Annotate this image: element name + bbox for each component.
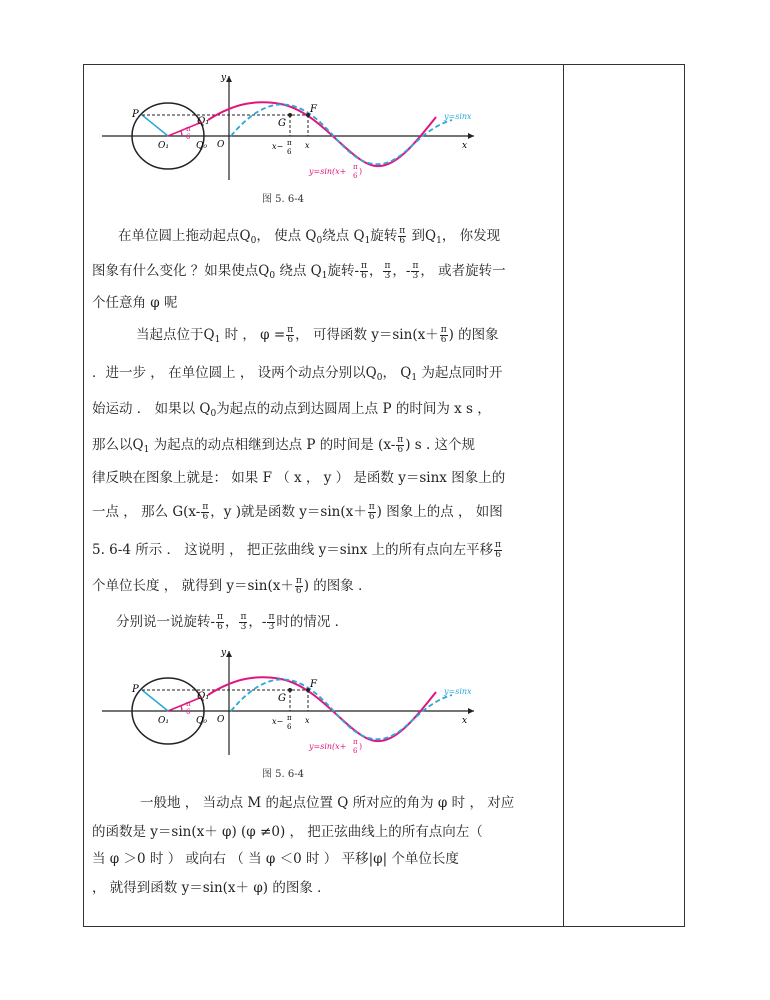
p2-line-7: 5. 6-4 所示 ． 这说明 ， 把正弦曲线 y＝sinx 上的所有点向左平移 $\frac{\pi}{6}$	[92, 540, 502, 560]
p3-line-1: 分别说一说旋转- $\frac{\pi}{6}$ ， $\frac{\pi}{3}$ ，- $\frac{\pi}{3}$ 时的情况 ．	[116, 612, 349, 632]
label-x-minus: x−	[272, 142, 284, 151]
figure-caption-top: 图 5. 6-4	[262, 194, 305, 205]
label-x-tick: x	[305, 716, 310, 725]
p2-line-4: 那么以$Q_1$ 为起点的动点相继到达点 P 的时间是 (x- $\frac{\pi}{6}$ ) s . 这个规	[92, 435, 476, 455]
label-x-tick: x	[305, 141, 310, 150]
label-sinx: y=sinx	[444, 112, 472, 121]
label-angle-pi: π	[186, 700, 191, 708]
label-tick-pi: π	[287, 139, 292, 147]
label-y-axis: y	[221, 648, 227, 658]
label-tick-six: 6	[287, 723, 292, 731]
label-O: O	[217, 140, 225, 150]
label-Q0: Q₀	[196, 141, 207, 151]
label-F: F	[310, 104, 317, 115]
label-P: P	[132, 684, 139, 695]
label-x-minus: x−	[272, 717, 284, 726]
label-x-axis: x	[462, 141, 468, 151]
label-shifted-pi: π	[353, 738, 358, 746]
p4-line-1: 一般地 ， 当动点 M 的起点位置 Q 所对应的角为 φ 时 ， 对应	[140, 795, 515, 811]
label-sinx: y=sinx	[444, 687, 472, 696]
label-G: G	[278, 118, 286, 129]
p2-line-6: 一点 ， 那么 G(x- $\frac{\pi}{6}$ ，y )就是函数 y＝sin(x＋ $\frac{\pi}{6}$ ) 图象上的点 ， 如图	[92, 502, 503, 522]
p1-line-1: 在单位圆上拖动起点$Q_0$， 使点 $Q_0$绕点 $Q_1$旋转 $\frac{\pi}{6}$ 到$Q_1$， 你发现	[118, 226, 501, 246]
label-angle-pi: π	[186, 125, 191, 133]
label-P: P	[132, 109, 139, 120]
label-shifted-close: )	[359, 742, 363, 751]
label-tick-six: 6	[287, 148, 292, 156]
label-O: O	[217, 715, 225, 725]
p2-line-5: 律反映在图象上就是： 如果 F （ x ， y ） 是函数 y＝sinx 图象上的	[92, 470, 506, 486]
figure-caption-bottom: 图 5. 6-4	[262, 769, 305, 780]
label-O1: O₁	[158, 716, 169, 726]
label-x-axis: x	[462, 716, 468, 726]
p1-line-3: 个任意角 φ 呢	[92, 295, 178, 311]
p1-line-2: 图象有什么变化 ？如果使点$Q_0$ 绕点 $Q_1$旋转- $\frac{\pi}{6}$ ， $\frac{\pi}{3}$ ，- $\frac{\pi}{3}$ ， 或者旋转一	[92, 261, 506, 281]
label-tick-pi: π	[287, 714, 292, 722]
label-shifted-pi: π	[353, 163, 358, 171]
p2-line-2: ．进一步 ， 在单位圆上 ， 设两个动点分别以$Q_0$， $Q_1$ 为起点同时开	[92, 365, 503, 383]
label-Q0: Q₀	[196, 716, 207, 726]
label-angle-six: 6	[186, 708, 191, 716]
p2-line-1: 当起点位于$Q_1$ 时 ， φ = $\frac{\pi}{6}$ ， 可得函数 y＝sin(x＋ $\frac{\pi}{6}$ ) 的图象	[136, 325, 499, 345]
p4-line-4: ， 就得到函数 y＝sin(x＋ φ) 的图象 ．	[92, 880, 331, 896]
p4-line-2: 的函数是 y＝sin(x＋ φ) (φ ≠0) ， 把正弦曲线上的所有点向左（	[92, 824, 483, 840]
label-Q1: Q₁	[197, 691, 210, 702]
p2-line-3: 始运动 ． 如果以 $Q_0$为起点的动点到达圆周上点 P 的时间为 x s ，	[92, 401, 491, 419]
p2-line-8: 个单位长度 ， 就得到 y＝sin(x＋ $\frac{\pi}{6}$ ) 的图象 ．	[92, 576, 372, 596]
label-shifted: y=sin(x+	[309, 742, 347, 751]
sine-shift-figure-top	[96, 72, 486, 182]
label-shifted-six: 6	[353, 747, 358, 755]
label-F: F	[310, 679, 317, 690]
label-y-axis: y	[221, 73, 227, 83]
label-O1: O₁	[158, 141, 169, 151]
label-Q1: Q₁	[197, 116, 210, 127]
label-angle-six: 6	[186, 133, 191, 141]
label-shifted-close: )	[359, 167, 363, 176]
label-G: G	[278, 693, 286, 704]
label-shifted: y=sin(x+	[309, 167, 347, 176]
sine-shift-figure-bottom	[96, 647, 486, 757]
p4-line-3: 当 φ ＞0 时 ） 或向右 （ 当 φ ＜0 时 ） 平移|φ| 个单位长度	[92, 851, 459, 867]
label-shifted-six: 6	[353, 172, 358, 180]
